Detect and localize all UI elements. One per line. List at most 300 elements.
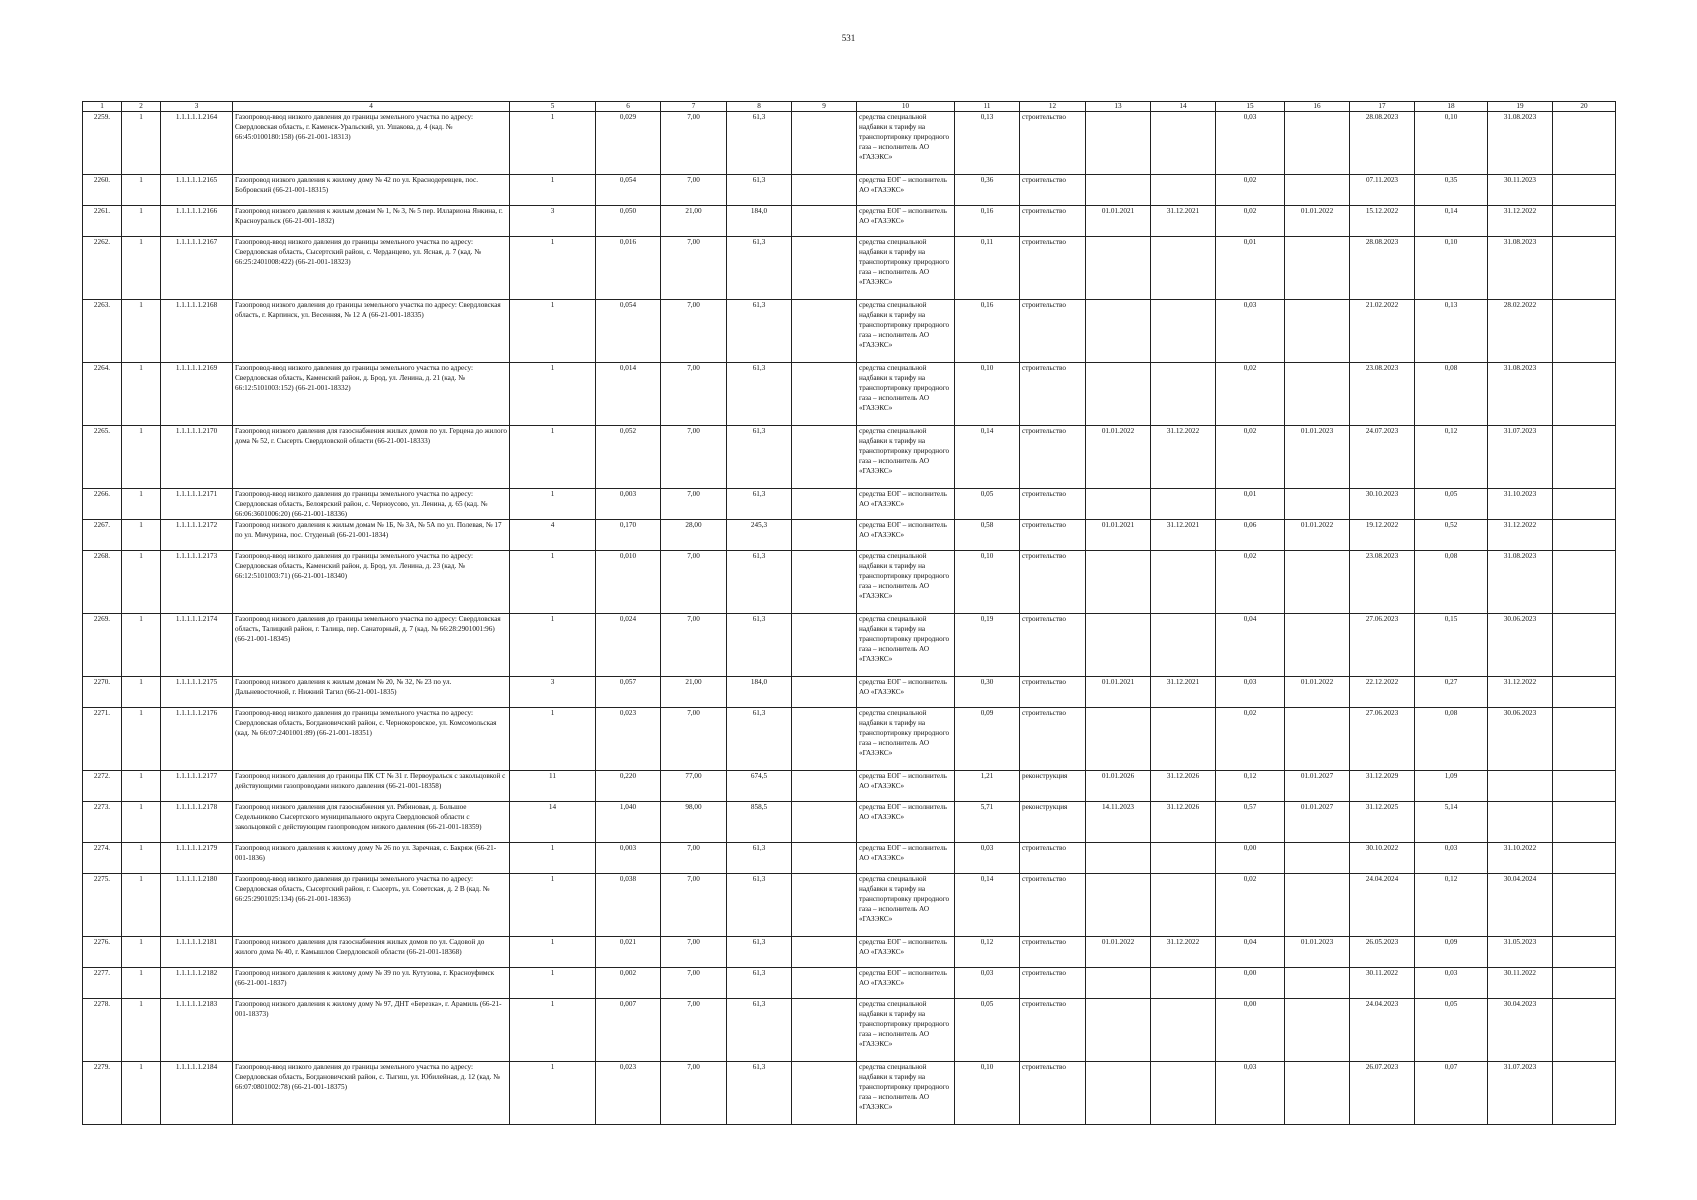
col-8-cell: 61,3 — [727, 874, 792, 937]
row-number-cell: 2263. — [83, 300, 122, 363]
col-2-cell: 1 — [122, 999, 161, 1062]
end-date-cell — [1151, 614, 1216, 677]
col-7-cell: 7,00 — [661, 843, 727, 874]
col-9-cell — [792, 237, 857, 300]
column-number-row — [83, 102, 1616, 112]
table-row — [83, 614, 1616, 677]
col-11-cell: 0,03 — [955, 843, 1020, 874]
work-type-cell: строительство — [1020, 300, 1086, 363]
start-date-cell — [1086, 551, 1151, 614]
col-2-cell: 1 — [122, 206, 161, 237]
column-number-12: 12 — [1020, 102, 1086, 112]
col-15-cell: 0,04 — [1216, 614, 1285, 677]
col-5-cell: 11 — [510, 771, 596, 802]
object-code-cell: 1.1.1.1.1.2183 — [161, 999, 233, 1062]
col-17-cell: 30.10.2022 — [1350, 843, 1415, 874]
col-6-cell: 0,023 — [596, 708, 661, 771]
table-row — [83, 175, 1616, 206]
row-number-cell: 2265. — [83, 426, 122, 489]
funding-source-cell: средства специальной надбавки к тарифу на транспортировку природного газа – исполнитель АО «ГАЗЭКС» — [857, 614, 955, 677]
col-6-cell: 0,007 — [596, 999, 661, 1062]
col-20-cell — [1553, 363, 1616, 426]
col-6-cell: 0,054 — [596, 300, 661, 363]
table-row — [83, 489, 1616, 520]
col-19-cell: 30.06.2023 — [1488, 614, 1553, 677]
col-5-cell: 1 — [510, 999, 596, 1062]
col-8-cell: 61,3 — [727, 175, 792, 206]
object-code-cell: 1.1.1.1.1.2165 — [161, 175, 233, 206]
col-9-cell — [792, 489, 857, 520]
col-15-cell: 0,04 — [1216, 937, 1285, 968]
funding-source-cell: средства специальной надбавки к тарифу на транспортировку природного газа – исполнитель АО «ГАЗЭКС» — [857, 300, 955, 363]
col-7-cell: 21,00 — [661, 677, 727, 708]
object-description-cell: Газопровод-ввод низкого давления до границы земельного участка по адресу: Свердловская область, Богдановичский район, с. Чернокоровское, ул. Комсомольская (кад. № 66:07:2401001:89) (66-21-001-18351) — [233, 708, 510, 771]
col-7-cell: 28,00 — [661, 520, 727, 551]
col-11-cell: 0,05 — [955, 999, 1020, 1062]
row-number-cell: 2273. — [83, 802, 122, 843]
end-date-cell — [1151, 1062, 1216, 1125]
col-19-cell — [1488, 802, 1553, 843]
column-number-15: 15 — [1216, 102, 1285, 112]
end-date-cell: 31.12.2026 — [1151, 802, 1216, 843]
col-16-cell — [1285, 708, 1350, 771]
start-date-cell: 01.01.2021 — [1086, 206, 1151, 237]
col-16-cell: 01.01.2022 — [1285, 677, 1350, 708]
end-date-cell — [1151, 968, 1216, 999]
column-number-18: 18 — [1415, 102, 1488, 112]
col-19-cell: 30.06.2023 — [1488, 708, 1553, 771]
col-8-cell: 61,3 — [727, 489, 792, 520]
col-7-cell: 98,00 — [661, 802, 727, 843]
col-16-cell: 01.01.2022 — [1285, 206, 1350, 237]
funding-source-cell: средства ЕОГ – исполнитель АО «ГАЗЭКС» — [857, 771, 955, 802]
col-5-cell: 4 — [510, 520, 596, 551]
col-20-cell — [1553, 874, 1616, 937]
col-17-cell: 24.04.2023 — [1350, 999, 1415, 1062]
col-19-cell: 30.11.2023 — [1488, 175, 1553, 206]
col-19-cell: 30.04.2023 — [1488, 999, 1553, 1062]
col-18-cell: 0,35 — [1415, 175, 1488, 206]
column-number-1: 1 — [83, 102, 122, 112]
col-9-cell — [792, 1062, 857, 1125]
col-2-cell: 1 — [122, 1062, 161, 1125]
work-type-cell: реконструкция — [1020, 802, 1086, 843]
object-description-cell: Газопровод низкого давления до границы ПК СТ № 31 г. Первоуральск с закольцовкой с действующими газопроводами низкого давления (66-21-001-18358) — [233, 771, 510, 802]
object-description-cell: Газопровод низкого давления для газоснабжения жилых домов по ул. Герцена до жилого дома № 52, г. Сысерть Свердловской области (66-21-001-18333) — [233, 426, 510, 489]
end-date-cell — [1151, 175, 1216, 206]
object-code-cell: 1.1.1.1.1.2184 — [161, 1062, 233, 1125]
col-20-cell — [1553, 206, 1616, 237]
col-16-cell: 01.01.2027 — [1285, 771, 1350, 802]
funding-source-cell: средства специальной надбавки к тарифу на транспортировку природного газа – исполнитель АО «ГАЗЭКС» — [857, 1062, 955, 1125]
row-number-cell: 2270. — [83, 677, 122, 708]
col-7-cell: 21,00 — [661, 206, 727, 237]
col-6-cell: 0,002 — [596, 968, 661, 999]
table-row — [83, 771, 1616, 802]
col-8-cell: 61,3 — [727, 614, 792, 677]
col-6-cell: 0,052 — [596, 426, 661, 489]
col-15-cell: 0,57 — [1216, 802, 1285, 843]
end-date-cell: 31.12.2022 — [1151, 937, 1216, 968]
col-16-cell — [1285, 843, 1350, 874]
start-date-cell — [1086, 112, 1151, 175]
col-15-cell: 0,03 — [1216, 1062, 1285, 1125]
funding-source-cell: средства специальной надбавки к тарифу на транспортировку природного газа – исполнитель АО «ГАЗЭКС» — [857, 112, 955, 175]
col-17-cell: 30.10.2023 — [1350, 489, 1415, 520]
work-type-cell: строительство — [1020, 677, 1086, 708]
col-6-cell: 0,220 — [596, 771, 661, 802]
work-type-cell: строительство — [1020, 614, 1086, 677]
column-number-16: 16 — [1285, 102, 1350, 112]
page-number: 531 — [841, 33, 856, 43]
col-6-cell: 0,054 — [596, 175, 661, 206]
col-5-cell: 1 — [510, 237, 596, 300]
end-date-cell — [1151, 112, 1216, 175]
end-date-cell — [1151, 843, 1216, 874]
col-16-cell — [1285, 968, 1350, 999]
work-type-cell: строительство — [1020, 175, 1086, 206]
col-9-cell — [792, 206, 857, 237]
col-5-cell: 1 — [510, 843, 596, 874]
col-17-cell: 28.08.2023 — [1350, 237, 1415, 300]
col-17-cell: 26.05.2023 — [1350, 937, 1415, 968]
col-20-cell — [1553, 968, 1616, 999]
end-date-cell — [1151, 999, 1216, 1062]
col-2-cell: 1 — [122, 426, 161, 489]
table-row — [83, 802, 1616, 843]
row-number-cell: 2278. — [83, 999, 122, 1062]
col-6-cell: 0,003 — [596, 843, 661, 874]
end-date-cell: 31.12.2022 — [1151, 426, 1216, 489]
object-description-cell: Газопровод низкого давления для газоснабжения ул. Рябиновая, д. Большое Седельниково Сысертского муниципального округа Свердловской области с закольцовкой с действующим газопроводом низкого давления (66-21-001-18359) — [233, 802, 510, 843]
table-row — [83, 551, 1616, 614]
col-20-cell — [1553, 999, 1616, 1062]
end-date-cell — [1151, 708, 1216, 771]
col-19-cell: 31.08.2023 — [1488, 237, 1553, 300]
object-description-cell: Газопровод низкого давления к жилым домам № 1, № 3, № 5 пер. Иллариона Янкина, г. Красноуральск (66-21-001-1832) — [233, 206, 510, 237]
col-5-cell: 3 — [510, 677, 596, 708]
row-number-cell: 2275. — [83, 874, 122, 937]
col-17-cell: 30.11.2022 — [1350, 968, 1415, 999]
end-date-cell: 31.12.2026 — [1151, 771, 1216, 802]
col-2-cell: 1 — [122, 843, 161, 874]
funding-source-cell: средства ЕОГ – исполнитель АО «ГАЗЭКС» — [857, 520, 955, 551]
col-16-cell — [1285, 300, 1350, 363]
col-6-cell: 0,170 — [596, 520, 661, 551]
col-5-cell: 1 — [510, 112, 596, 175]
col-18-cell: 0,08 — [1415, 363, 1488, 426]
col-18-cell: 0,27 — [1415, 677, 1488, 708]
col-6-cell: 0,021 — [596, 937, 661, 968]
object-description-cell: Газопровод низкого давления к жилому дому № 26 по ул. Заречная, с. Бакряж (66-21-001-1836) — [233, 843, 510, 874]
col-5-cell: 1 — [510, 937, 596, 968]
col-11-cell: 0,09 — [955, 708, 1020, 771]
col-19-cell: 28.02.2022 — [1488, 300, 1553, 363]
col-5-cell: 1 — [510, 175, 596, 206]
col-16-cell: 01.01.2023 — [1285, 937, 1350, 968]
table-row — [83, 708, 1616, 771]
col-7-cell: 7,00 — [661, 551, 727, 614]
col-20-cell — [1553, 112, 1616, 175]
col-8-cell: 61,3 — [727, 999, 792, 1062]
col-2-cell: 1 — [122, 802, 161, 843]
col-11-cell: 0,14 — [955, 426, 1020, 489]
col-5-cell: 1 — [510, 300, 596, 363]
column-number-5: 5 — [510, 102, 596, 112]
col-20-cell — [1553, 708, 1616, 771]
object-code-cell: 1.1.1.1.1.2173 — [161, 551, 233, 614]
col-19-cell: 31.07.2023 — [1488, 1062, 1553, 1125]
col-7-cell: 7,00 — [661, 874, 727, 937]
column-number-7: 7 — [661, 102, 727, 112]
col-16-cell — [1285, 175, 1350, 206]
col-8-cell: 61,3 — [727, 968, 792, 999]
col-15-cell: 0,01 — [1216, 489, 1285, 520]
col-6-cell: 0,014 — [596, 363, 661, 426]
col-19-cell: 30.04.2024 — [1488, 874, 1553, 937]
col-2-cell: 1 — [122, 112, 161, 175]
work-type-cell: реконструкция — [1020, 771, 1086, 802]
col-19-cell: 31.10.2022 — [1488, 843, 1553, 874]
col-20-cell — [1553, 300, 1616, 363]
col-8-cell: 184,0 — [727, 206, 792, 237]
work-type-cell: строительство — [1020, 843, 1086, 874]
row-number-cell: 2279. — [83, 1062, 122, 1125]
col-5-cell: 1 — [510, 426, 596, 489]
col-2-cell: 1 — [122, 300, 161, 363]
col-2-cell: 1 — [122, 237, 161, 300]
row-number-cell: 2260. — [83, 175, 122, 206]
col-17-cell: 28.08.2023 — [1350, 112, 1415, 175]
col-17-cell: 27.06.2023 — [1350, 614, 1415, 677]
col-19-cell: 30.11.2022 — [1488, 968, 1553, 999]
col-7-cell: 7,00 — [661, 999, 727, 1062]
object-code-cell: 1.1.1.1.1.2180 — [161, 874, 233, 937]
col-9-cell — [792, 677, 857, 708]
work-type-cell: строительство — [1020, 551, 1086, 614]
col-9-cell — [792, 520, 857, 551]
col-2-cell: 1 — [122, 614, 161, 677]
col-7-cell: 7,00 — [661, 112, 727, 175]
col-18-cell: 0,12 — [1415, 874, 1488, 937]
col-16-cell: 01.01.2023 — [1285, 426, 1350, 489]
col-11-cell: 0,13 — [955, 112, 1020, 175]
object-description-cell: Газопровод низкого давления к жилому дому № 97, ДНТ «Березка», г. Арамиль (66-21-001-18373) — [233, 999, 510, 1062]
row-number-cell: 2262. — [83, 237, 122, 300]
object-code-cell: 1.1.1.1.1.2179 — [161, 843, 233, 874]
funding-source-cell: средства специальной надбавки к тарифу на транспортировку природного газа – исполнитель АО «ГАЗЭКС» — [857, 363, 955, 426]
object-code-cell: 1.1.1.1.1.2175 — [161, 677, 233, 708]
col-19-cell: 31.08.2023 — [1488, 112, 1553, 175]
object-description-cell: Газопровод низкого давления к жилым домам № 1Б, № 3А, № 5А по ул. Полевая, № 17 по ул. Мичурина, пос. Студеный (66-21-001-1834) — [233, 520, 510, 551]
funding-source-cell: средства ЕОГ – исполнитель АО «ГАЗЭКС» — [857, 489, 955, 520]
col-8-cell: 61,3 — [727, 843, 792, 874]
table-row — [83, 206, 1616, 237]
col-17-cell: 31.12.2025 — [1350, 802, 1415, 843]
col-9-cell — [792, 426, 857, 489]
col-5-cell: 3 — [510, 206, 596, 237]
col-2-cell: 1 — [122, 363, 161, 426]
col-18-cell: 0,08 — [1415, 551, 1488, 614]
work-type-cell: строительство — [1020, 363, 1086, 426]
object-code-cell: 1.1.1.1.1.2171 — [161, 489, 233, 520]
col-20-cell — [1553, 677, 1616, 708]
column-number-20: 20 — [1553, 102, 1616, 112]
col-8-cell: 61,3 — [727, 708, 792, 771]
col-18-cell: 5,14 — [1415, 802, 1488, 843]
col-16-cell — [1285, 363, 1350, 426]
col-20-cell — [1553, 426, 1616, 489]
col-2-cell: 1 — [122, 771, 161, 802]
col-5-cell: 1 — [510, 489, 596, 520]
work-type-cell: строительство — [1020, 426, 1086, 489]
funding-source-cell: средства ЕОГ – исполнитель АО «ГАЗЭКС» — [857, 937, 955, 968]
col-20-cell — [1553, 614, 1616, 677]
object-description-cell: Газопровод низкого давления к жилому дому № 42 по ул. Краснодеревцев, пос. Бобровский (66-21-001-18315) — [233, 175, 510, 206]
table-body — [83, 112, 1616, 1125]
col-5-cell: 1 — [510, 551, 596, 614]
object-description-cell: Газопровод-ввод низкого давления до границы земельного участка по адресу: Свердловская область, Сысертский район, г. Сысерть, ул. Советская, д. 2 В (кад. № 66:25:2901025:134) (66-21-001-18363) — [233, 874, 510, 937]
funding-source-cell: средства ЕОГ – исполнитель АО «ГАЗЭКС» — [857, 843, 955, 874]
col-15-cell: 0,00 — [1216, 843, 1285, 874]
table-row — [83, 843, 1616, 874]
funding-source-cell: средства ЕОГ – исполнитель АО «ГАЗЭКС» — [857, 968, 955, 999]
col-9-cell — [792, 708, 857, 771]
col-9-cell — [792, 771, 857, 802]
col-6-cell: 0,003 — [596, 489, 661, 520]
col-5-cell: 1 — [510, 363, 596, 426]
col-7-cell: 7,00 — [661, 1062, 727, 1125]
col-17-cell: 24.04.2024 — [1350, 874, 1415, 937]
col-2-cell: 1 — [122, 708, 161, 771]
start-date-cell — [1086, 1062, 1151, 1125]
col-2-cell: 1 — [122, 175, 161, 206]
row-number-cell: 2259. — [83, 112, 122, 175]
col-15-cell: 0,03 — [1216, 300, 1285, 363]
object-description-cell: Газопровод низкого давления до границы земельного участка по адресу: Свердловская область, г. Карпинск, ул. Весенняя, № 12 А (66-21-001-18335) — [233, 300, 510, 363]
col-18-cell: 0,03 — [1415, 968, 1488, 999]
col-15-cell: 0,02 — [1216, 551, 1285, 614]
row-number-cell: 2272. — [83, 771, 122, 802]
object-code-cell: 1.1.1.1.1.2166 — [161, 206, 233, 237]
col-11-cell: 0,36 — [955, 175, 1020, 206]
start-date-cell: 01.01.2022 — [1086, 426, 1151, 489]
col-9-cell — [792, 363, 857, 426]
col-7-cell: 7,00 — [661, 968, 727, 999]
col-11-cell: 5,71 — [955, 802, 1020, 843]
register-table — [82, 101, 1616, 1125]
column-number-6: 6 — [596, 102, 661, 112]
table-row — [83, 426, 1616, 489]
end-date-cell — [1151, 300, 1216, 363]
row-number-cell: 2276. — [83, 937, 122, 968]
col-7-cell: 7,00 — [661, 708, 727, 771]
object-code-cell: 1.1.1.1.1.2172 — [161, 520, 233, 551]
col-16-cell — [1285, 551, 1350, 614]
col-2-cell: 1 — [122, 874, 161, 937]
start-date-cell — [1086, 968, 1151, 999]
col-6-cell: 0,010 — [596, 551, 661, 614]
col-18-cell: 0,13 — [1415, 300, 1488, 363]
col-19-cell: 31.12.2022 — [1488, 206, 1553, 237]
col-17-cell: 07.11.2023 — [1350, 175, 1415, 206]
object-code-cell: 1.1.1.1.1.2176 — [161, 708, 233, 771]
col-11-cell: 1,21 — [955, 771, 1020, 802]
col-9-cell — [792, 551, 857, 614]
start-date-cell — [1086, 614, 1151, 677]
col-9-cell — [792, 802, 857, 843]
object-description-cell: Газопровод-ввод низкого давления до границы земельного участка по адресу: Свердловская область, Каменский район, д. Брод, ул. Ленина, д. 21 (кад. № 66:12:5101003:152) (66-21-001-18332) — [233, 363, 510, 426]
table-row — [83, 874, 1616, 937]
col-8-cell: 61,3 — [727, 937, 792, 968]
object-code-cell: 1.1.1.1.1.2177 — [161, 771, 233, 802]
col-18-cell: 0,52 — [1415, 520, 1488, 551]
start-date-cell — [1086, 489, 1151, 520]
col-8-cell: 674,5 — [727, 771, 792, 802]
col-9-cell — [792, 968, 857, 999]
col-2-cell: 1 — [122, 677, 161, 708]
object-code-cell: 1.1.1.1.1.2167 — [161, 237, 233, 300]
work-type-cell: строительство — [1020, 206, 1086, 237]
end-date-cell — [1151, 363, 1216, 426]
col-7-cell: 7,00 — [661, 937, 727, 968]
col-8-cell: 61,3 — [727, 426, 792, 489]
col-11-cell: 0,03 — [955, 968, 1020, 999]
start-date-cell — [1086, 999, 1151, 1062]
col-16-cell — [1285, 1062, 1350, 1125]
column-number-10: 10 — [857, 102, 955, 112]
funding-source-cell: средства специальной надбавки к тарифу на транспортировку природного газа – исполнитель АО «ГАЗЭКС» — [857, 551, 955, 614]
col-15-cell: 0,06 — [1216, 520, 1285, 551]
col-9-cell — [792, 300, 857, 363]
funding-source-cell: средства ЕОГ – исполнитель АО «ГАЗЭКС» — [857, 677, 955, 708]
row-number-cell: 2267. — [83, 520, 122, 551]
row-number-cell: 2261. — [83, 206, 122, 237]
column-number-11: 11 — [955, 102, 1020, 112]
funding-source-cell: средства специальной надбавки к тарифу на транспортировку природного газа – исполнитель АО «ГАЗЭКС» — [857, 426, 955, 489]
column-number-2: 2 — [122, 102, 161, 112]
col-6-cell: 0,029 — [596, 112, 661, 175]
col-17-cell: 15.12.2022 — [1350, 206, 1415, 237]
start-date-cell — [1086, 237, 1151, 300]
col-8-cell: 61,3 — [727, 1062, 792, 1125]
row-number-cell: 2277. — [83, 968, 122, 999]
col-16-cell — [1285, 112, 1350, 175]
work-type-cell: строительство — [1020, 937, 1086, 968]
col-19-cell: 31.12.2022 — [1488, 520, 1553, 551]
start-date-cell: 01.01.2021 — [1086, 520, 1151, 551]
col-7-cell: 7,00 — [661, 237, 727, 300]
col-19-cell: 31.05.2023 — [1488, 937, 1553, 968]
col-16-cell — [1285, 237, 1350, 300]
col-5-cell: 1 — [510, 968, 596, 999]
col-11-cell: 0,10 — [955, 363, 1020, 426]
object-description-cell: Газопровод-ввод низкого давления до границы земельного участка по адресу: Свердловская область, г. Каменск-Уральский, ул. Ушакова, д. 4 (кад. № 66:45:0100180:158) (66-21-001-18313) — [233, 112, 510, 175]
col-18-cell: 0,07 — [1415, 1062, 1488, 1125]
col-17-cell: 23.08.2023 — [1350, 363, 1415, 426]
col-18-cell: 0,10 — [1415, 112, 1488, 175]
col-18-cell: 0,12 — [1415, 426, 1488, 489]
work-type-cell: строительство — [1020, 520, 1086, 551]
col-20-cell — [1553, 843, 1616, 874]
work-type-cell: строительство — [1020, 489, 1086, 520]
col-5-cell: 14 — [510, 802, 596, 843]
col-17-cell: 21.02.2022 — [1350, 300, 1415, 363]
work-type-cell: строительство — [1020, 999, 1086, 1062]
col-11-cell: 0,14 — [955, 874, 1020, 937]
object-description-cell: Газопровод-ввод низкого давления до границы земельного участка по адресу: Свердловская область, Богдановичский район, с. Тыгиш, ул. Юбилейная, д. 12 (кад. № 66:07:0801002:78) (66-21-001-18375) — [233, 1062, 510, 1125]
object-code-cell: 1.1.1.1.1.2178 — [161, 802, 233, 843]
